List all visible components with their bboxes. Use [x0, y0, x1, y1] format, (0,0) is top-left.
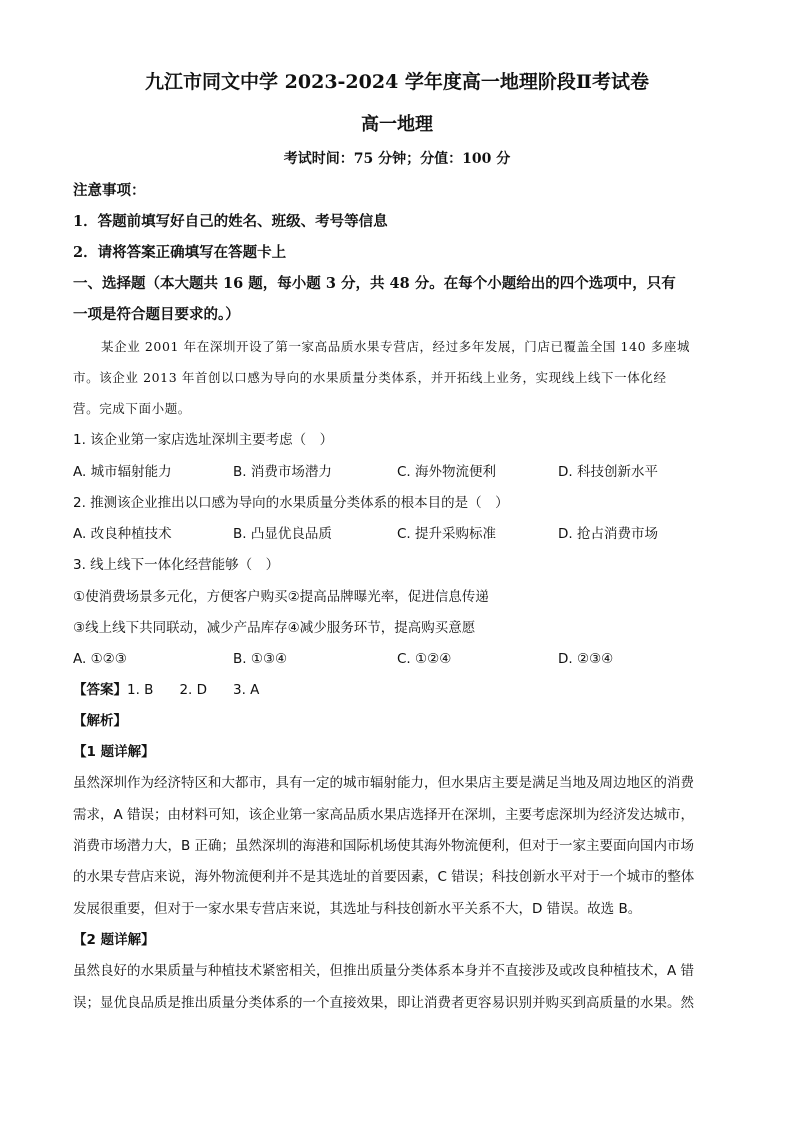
question-3-option-d: D. ②③④ — [558, 651, 614, 667]
subject-subtitle: 高一地理 — [361, 114, 433, 135]
question-2-option-a: A. 改良种植技术 — [73, 526, 172, 542]
exam-info: 考试时间：75 分钟；分值：100 分 — [283, 151, 511, 167]
question-1-option-d: D. 科技创新水平 — [558, 464, 658, 480]
question-1-option-c: C. 海外物流便利 — [397, 464, 497, 480]
note-item: 1．答题前填写好自己的姓名、班级、考号等信息 — [73, 213, 388, 230]
question-3-statement: ③线上线下共同联动，减少产品库存④减少服务环节，提高购买意愿 — [73, 620, 476, 636]
analysis-text-line: 误；显优良品质是推出质量分类体系的一个直接效果，即让消费者更容易识别并购买到高质量的水果。然 — [73, 995, 694, 1011]
q1-analysis-label: 【1 题详解】 — [73, 744, 155, 760]
question-3-option-a: A. ①②③ — [73, 651, 127, 667]
passage-line: 市。该企业 2013 年首创以口感为导向的水果质量分类体系，并开拓线上业务，实现线上线下一体化经 — [73, 370, 667, 385]
answer-value: 2. D — [179, 682, 208, 698]
question-1-option-a: A. 城市辐射能力 — [73, 464, 172, 480]
section-heading-cont: 一项是符合题目要求的。） — [73, 306, 240, 323]
notes-heading: 注意事项： — [73, 182, 146, 199]
analysis-text-line: 发展很重要，但对于一家水果专营店来说，其选址与科技创新水平关系不大，D 错误。故选 B。 — [73, 901, 642, 917]
answer-value: 3. A — [233, 682, 260, 698]
note-item: 2．请将答案正确填写在答题卡上 — [73, 244, 287, 261]
question-2-option-b: B. 凸显优良品质 — [233, 526, 332, 542]
question-2-option-c: C. 提升采购标准 — [397, 526, 497, 542]
answer-label: 【答案】 — [73, 682, 127, 698]
question-2-option-d: D. 抢占消费市场 — [558, 526, 658, 542]
passage-line: 营。完成下面小题。 — [73, 401, 191, 416]
answer-row — [73, 680, 285, 700]
question-1-stem: 1. 该企业第一家店选址深圳主要考虑（ ） — [73, 432, 334, 448]
question-2-stem: 2. 推测该企业推出以口感为导向的水果质量分类体系的根本目的是（ ） — [73, 495, 509, 511]
answer-value: 1. B — [127, 682, 154, 698]
question-3-option-b: B. ①③④ — [233, 651, 288, 667]
analysis-text-line: 消费市场潜力大，B 正确；虽然深圳的海港和国际机场使其海外物流便利，但对于一家主要面向国内市场 — [73, 838, 695, 854]
question-3-option-c: C. ①②④ — [397, 651, 452, 667]
passage-line: 某企业 2001 年在深圳开设了第一家高品质水果专营店，经过多年发展，门店已覆盖全国 140 多座城 — [101, 339, 691, 354]
analysis-text-line: 需求，A 错误；由材料可知，该企业第一家高品质水果店选择开在深圳，主要考虑深圳为经济发达城市， — [73, 807, 695, 823]
analysis-text-line: 的水果专营店来说，海外物流便利并不是其选址的首要因素，C 错误；科技创新水平对于一个城市的整体 — [73, 869, 695, 885]
q2-analysis-label: 【2 题详解】 — [73, 932, 155, 948]
question-1-option-b: B. 消费市场潜力 — [233, 464, 332, 480]
question-3-stem: 3. 线上线下一体化经营能够（ ） — [73, 557, 280, 573]
section-heading: 一、选择题（本大题共 16 题，每小题 3 分，共 48 分。在每个小题给出的四个选项中，只有 — [73, 275, 676, 292]
answer-values — [127, 682, 285, 698]
question-3-statement: ①使消费场景多元化，方便客户购买②提高品牌曝光率，促进信息传递 — [73, 589, 489, 605]
analysis-label: 【解析】 — [73, 713, 127, 729]
analysis-text-line: 虽然良好的水果质量与种植技术紧密相关，但推出质量分类体系本身并不直接涉及或改良种植技术，A 错 — [73, 963, 695, 979]
exam-title: 九江市同文中学 2023-2024 学年度高一地理阶段Ⅱ考试卷 — [145, 71, 649, 93]
analysis-text-line: 虽然深圳作为经济特区和大都市，具有一定的城市辐射能力，但水果店主要是满足当地及周边地区的消费 — [73, 775, 694, 791]
